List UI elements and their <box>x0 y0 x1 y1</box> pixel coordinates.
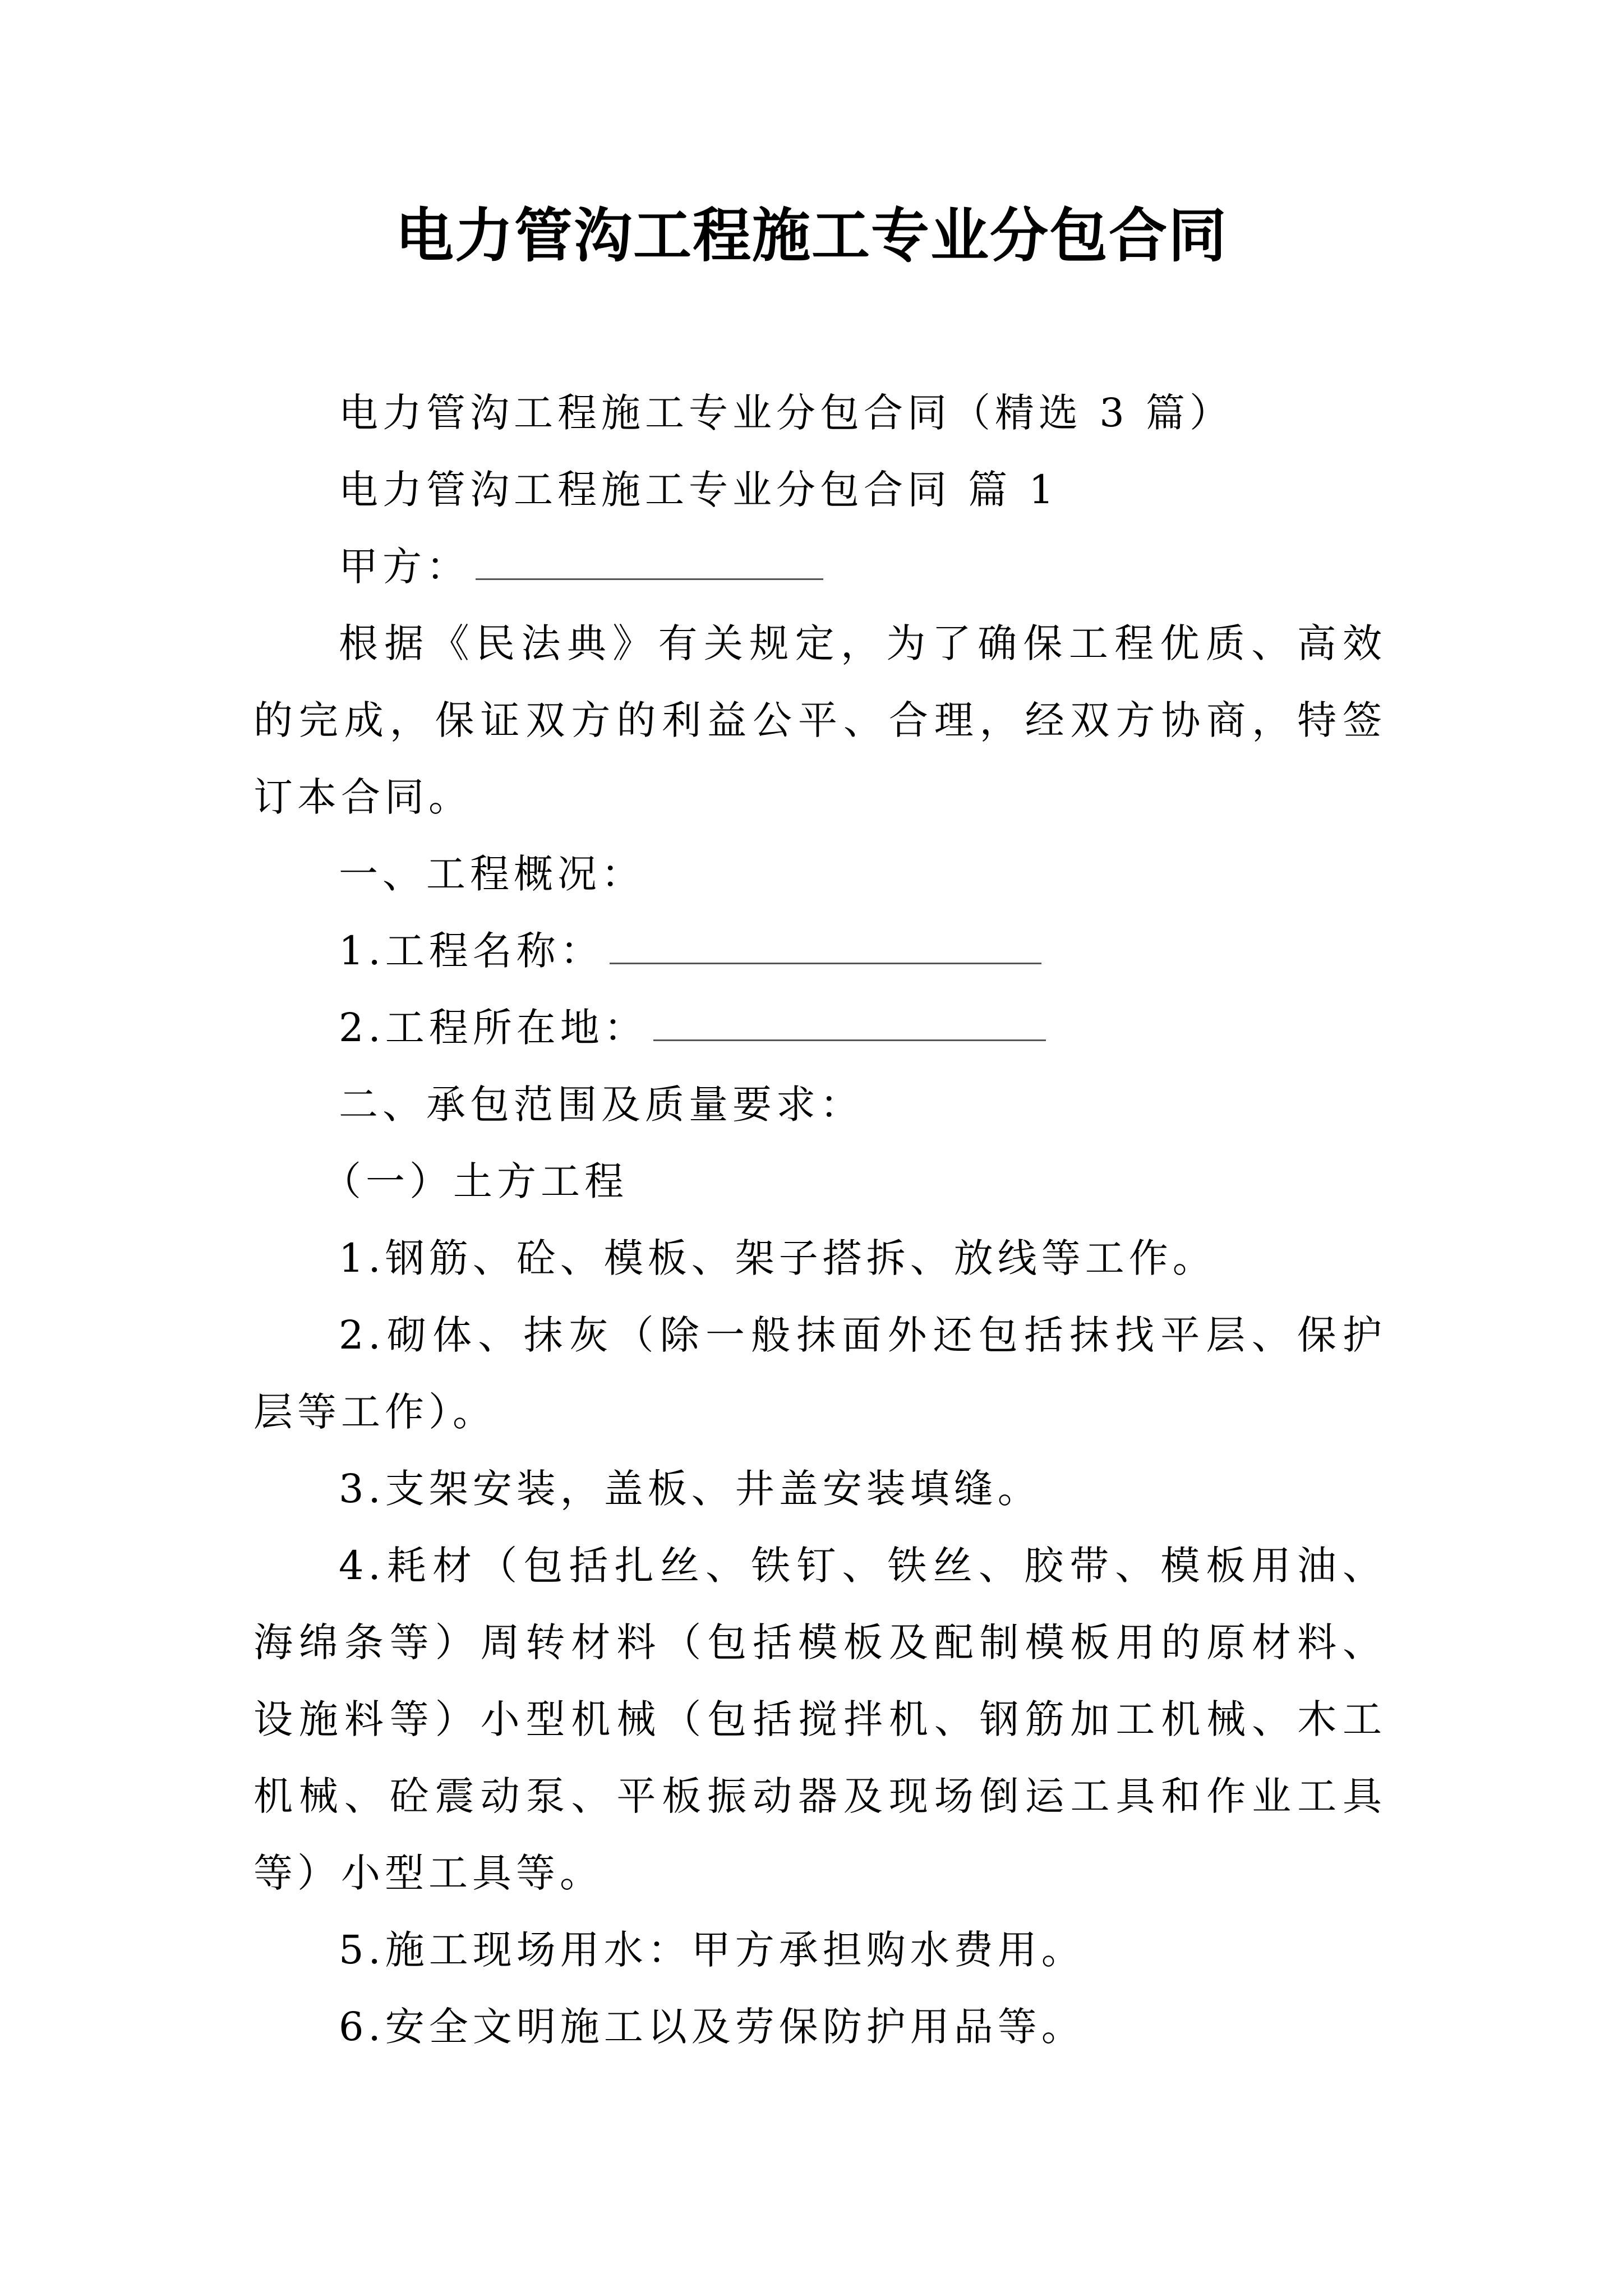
project-name-label: 1.工程名称： <box>339 928 604 974</box>
party-a-line <box>253 528 1386 605</box>
project-location-line <box>253 990 1386 1066</box>
project-name-line <box>253 913 1386 990</box>
project-name-blank[interactable] <box>610 923 1041 964</box>
list-item: 2.砌体、抹灰（除一般抹面外还包括抹找平层、保护层等工作）。 <box>253 1312 1386 1435</box>
list-item: 4.耗材（包括扎丝、铁钉、铁丝、胶带、模板用油、海绵条等）周转材料（包括模板及配制模板用的原材料、设施料等）小型机械（包括搅拌机、钢筋加工机械、木工机械、砼震动泵、平板振动器及现场倒运工具和作业工具等）小型工具等。 <box>253 1543 1386 1896</box>
intro-paragraph: 根据《民法典》有关规定，为了确保工程优质、高效的完成，保证双方的利益公平、合理，经双方协商，特签订本合同。 <box>253 620 1386 820</box>
part2-heading: 二、承包范围及质量要求： <box>339 1082 864 1128</box>
party-a-label: 甲方： <box>339 544 470 590</box>
document-title: 电力管沟工程施工专业分包合同 <box>395 201 1228 270</box>
project-location-label: 2.工程所在地： <box>339 1005 648 1051</box>
document-body <box>253 375 1386 2065</box>
list-item: 1.钢筋、砼、模板、架子搭拆、放线等工作。 <box>339 1235 1216 1281</box>
part1-heading: 一、工程概况： <box>339 851 645 897</box>
project-location-blank[interactable] <box>653 1000 1046 1041</box>
sub1-heading: （一）土方工程 <box>322 1158 628 1204</box>
subtitle: 电力管沟工程施工专业分包合同（精选 3 篇） <box>339 390 1234 436</box>
section-heading: 电力管沟工程施工专业分包合同 篇 1 <box>339 467 1059 513</box>
list-item: 3.支架安装，盖板、井盖安装填缝。 <box>339 1466 1041 1512</box>
list-item: 6.安全文明施工以及劳保防护用品等。 <box>339 2004 1085 2050</box>
list-item: 5.施工现场用水：甲方承担购水费用。 <box>339 1927 1085 1973</box>
party-a-blank[interactable] <box>476 539 823 580</box>
